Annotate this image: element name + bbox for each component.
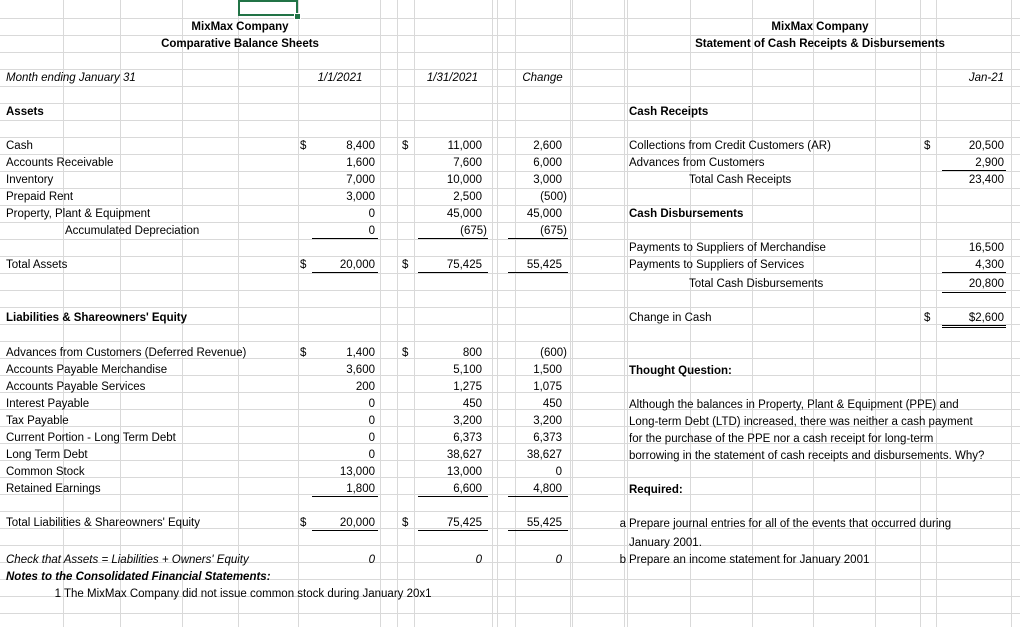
row-label: Long Term Debt <box>6 449 88 461</box>
value-start: 1,800 <box>346 483 375 495</box>
value-start: 13,000 <box>339 466 375 478</box>
grid-row-line <box>0 511 1020 512</box>
row-label: Accounts Receivable <box>6 157 114 169</box>
underline <box>942 170 1006 171</box>
value-start: 20,000 <box>339 259 375 271</box>
thought-line: borrowing in the statement of cash receipts and disbursements. Why? <box>629 450 985 462</box>
underline <box>942 292 1006 293</box>
grid-column-line <box>627 0 628 627</box>
required-heading: Required: <box>629 484 683 496</box>
underline <box>508 530 568 531</box>
value-start: 1,400 <box>346 347 375 359</box>
row-label: Inventory <box>6 174 54 186</box>
grid-column-line <box>515 0 516 627</box>
value-end: 75,425 <box>446 259 482 271</box>
value-end: 45,000 <box>446 208 482 220</box>
underline <box>942 327 1006 328</box>
row-label: Tax Payable <box>6 415 69 427</box>
value-change: 38,627 <box>526 449 562 461</box>
value-end: 75,425 <box>446 517 482 529</box>
col-header-change: Change <box>522 72 563 84</box>
dollar-sign: $ <box>924 312 931 324</box>
right-period: Jan-21 <box>968 72 1004 84</box>
value-change: 55,425 <box>526 259 562 271</box>
dollar-sign: $ <box>402 140 409 152</box>
underline <box>312 496 378 497</box>
check-value-start: 0 <box>368 554 375 566</box>
grid-row-line <box>0 307 1020 308</box>
row-label: Current Portion - Long Term Debt <box>6 432 176 444</box>
required-line: Prepare an income statement for January 2001 <box>629 554 870 566</box>
required-letter: a <box>619 518 626 530</box>
grid-column-line <box>298 0 299 627</box>
underline <box>508 496 568 497</box>
row-label: Cash <box>6 140 33 152</box>
row-value: $2,600 <box>968 312 1004 324</box>
grid-row-line <box>0 103 1020 104</box>
value-end: 11,000 <box>447 140 482 152</box>
note-text: The MixMax Company did not issue common stock during January 20x1 <box>64 588 432 600</box>
value-end: 6,373 <box>453 432 482 444</box>
underline <box>312 530 378 531</box>
grid-row-line <box>0 545 1020 546</box>
thought-question-heading: Thought Question: <box>629 365 732 377</box>
value-end: 2,500 <box>453 191 482 203</box>
value-change: (675) <box>540 225 567 237</box>
value-start: 7,000 <box>346 174 375 186</box>
grid-column-line <box>497 0 498 627</box>
value-change: 3,000 <box>533 174 562 186</box>
row-label: Accounts Payable Services <box>6 381 146 393</box>
row-label: Total Cash Disbursements <box>689 278 824 290</box>
grid-column-line <box>570 0 571 627</box>
value-change: 4,800 <box>533 483 562 495</box>
value-change: 1,075 <box>533 381 562 393</box>
value-start: 0 <box>368 398 375 410</box>
cash-receipts-heading: Cash Receipts <box>629 106 709 118</box>
dollar-sign: $ <box>300 140 307 152</box>
value-change: (500) <box>540 191 567 203</box>
underline <box>312 238 378 239</box>
row-label: Advances from Customers <box>629 157 765 169</box>
check-label: Check that Assets = Liabilities + Owners' Equity <box>6 554 249 566</box>
row-label: Change in Cash <box>629 312 712 324</box>
assets-heading: Assets <box>6 106 44 118</box>
grid-row-line <box>0 69 1020 70</box>
left-report-title: Comparative Balance Sheets <box>161 38 319 50</box>
value-change: 2,600 <box>533 140 562 152</box>
underline <box>508 238 568 239</box>
value-start: 0 <box>368 432 375 444</box>
value-start: 0 <box>368 415 375 427</box>
dollar-sign: $ <box>402 259 409 271</box>
value-change: 3,200 <box>533 415 562 427</box>
grid-column-line <box>1011 0 1012 627</box>
value-end: 13,000 <box>446 466 482 478</box>
value-change: 0 <box>555 466 562 478</box>
row-label: Payments to Suppliers of Services <box>629 259 805 271</box>
value-start: 3,000 <box>346 191 375 203</box>
value-end: 3,200 <box>453 415 482 427</box>
value-start: 8,400 <box>346 140 375 152</box>
value-change: 6,000 <box>533 157 562 169</box>
row-label: Payments to Suppliers of Merchandise <box>629 242 826 254</box>
value-end: 10,000 <box>446 174 482 186</box>
underline <box>418 496 488 497</box>
value-start: 0 <box>368 449 375 461</box>
grid-column-line <box>238 0 239 627</box>
grid-row-line <box>0 613 1020 614</box>
value-change: 6,373 <box>533 432 562 444</box>
value-end: 38,627 <box>446 449 482 461</box>
row-value: 16,500 <box>968 242 1004 254</box>
grid-column-line <box>380 0 381 627</box>
selected-cell[interactable] <box>238 0 298 16</box>
right-company-title: MixMax Company <box>771 21 869 33</box>
underline <box>418 530 488 531</box>
row-label: Total Assets <box>6 259 68 271</box>
value-end: 1,275 <box>453 381 482 393</box>
row-label: Accounts Payable Merchandise <box>6 364 168 376</box>
dollar-sign: $ <box>300 517 307 529</box>
row-value: 20,800 <box>968 278 1004 290</box>
row-value: 23,400 <box>968 174 1004 186</box>
grid-row-line <box>0 341 1020 342</box>
underline <box>418 272 488 273</box>
value-end: 450 <box>462 398 482 410</box>
thought-line: Although the balances in Property, Plant & Equipment (PPE) and <box>629 399 959 411</box>
row-label: Prepaid Rent <box>6 191 74 203</box>
thought-line: for the purchase of the PPE nor a cash receipt for long-term <box>629 433 934 445</box>
grid-column-line <box>492 0 493 627</box>
right-report-title: Statement of Cash Receipts & Disbursements <box>695 38 945 50</box>
dollar-sign: $ <box>402 517 409 529</box>
underline <box>418 238 488 239</box>
underline <box>942 272 1006 273</box>
check-value-change: 0 <box>555 554 562 566</box>
cash-disbursements-heading: Cash Disbursements <box>629 208 744 220</box>
col-header-start: 1/1/2021 <box>317 72 363 84</box>
row-label: Collections from Credit Customers (AR) <box>629 140 831 152</box>
left-company-title: MixMax Company <box>191 21 289 33</box>
row-label: Total Cash Receipts <box>689 174 792 186</box>
dollar-sign: $ <box>300 347 307 359</box>
dollar-sign: $ <box>300 259 307 271</box>
row-label: Interest Payable <box>6 398 90 410</box>
row-label: Property, Plant & Equipment <box>6 208 151 220</box>
dollar-sign: $ <box>402 347 409 359</box>
row-label: Retained Earnings <box>6 483 101 495</box>
underline <box>508 272 568 273</box>
thought-line: Long-term Debt (LTD) increased, there was neither a cash payment <box>629 416 973 428</box>
liabilities-heading: Liabilities & Shareowners' Equity <box>6 312 188 324</box>
row-label: Total Liabilities & Shareowners' Equity <box>6 517 200 529</box>
value-start: 3,600 <box>346 364 375 376</box>
grid-row-line <box>0 86 1020 87</box>
value-change: 450 <box>542 398 562 410</box>
value-end: 800 <box>462 347 482 359</box>
row-value: 20,500 <box>968 140 1004 152</box>
grid-column-line <box>414 0 415 627</box>
row-value: 2,900 <box>975 157 1004 169</box>
note-number: 1 <box>54 588 61 600</box>
grid-column-line <box>397 0 398 627</box>
value-start: 0 <box>368 208 375 220</box>
check-value-end: 0 <box>475 554 482 566</box>
value-start: 1,600 <box>346 157 375 169</box>
dollar-sign: $ <box>924 140 931 152</box>
value-change: 45,000 <box>526 208 562 220</box>
period-label: Month ending January 31 <box>6 72 136 84</box>
value-start: 0 <box>368 225 375 237</box>
row-value: 4,300 <box>975 259 1004 271</box>
value-end: (675) <box>460 225 487 237</box>
value-start: 200 <box>355 381 375 393</box>
notes-heading: Notes to the Consolidated Financial Statements: <box>6 571 271 583</box>
value-change: 1,500 <box>533 364 562 376</box>
underline <box>312 272 378 273</box>
row-label: Common Stock <box>6 466 85 478</box>
value-change: (600) <box>540 347 567 359</box>
required-letter: b <box>619 554 626 566</box>
value-end: 7,600 <box>453 157 482 169</box>
required-line: Prepare journal entries for all of the events that occurred during <box>629 518 952 530</box>
value-change: 55,425 <box>526 517 562 529</box>
grid-row-line <box>0 120 1020 121</box>
col-header-end: 1/31/2021 <box>426 72 479 84</box>
underline <box>942 325 1006 326</box>
required-line: January 2001. <box>629 537 702 549</box>
grid-row-line <box>0 290 1020 291</box>
grid-column-line <box>572 0 573 627</box>
value-end: 5,100 <box>453 364 482 376</box>
value-end: 6,600 <box>453 483 482 495</box>
row-label: Advances from Customers (Deferred Revenue) <box>6 347 247 359</box>
value-start: 20,000 <box>339 517 375 529</box>
row-label: Accumulated Depreciation <box>65 225 200 237</box>
